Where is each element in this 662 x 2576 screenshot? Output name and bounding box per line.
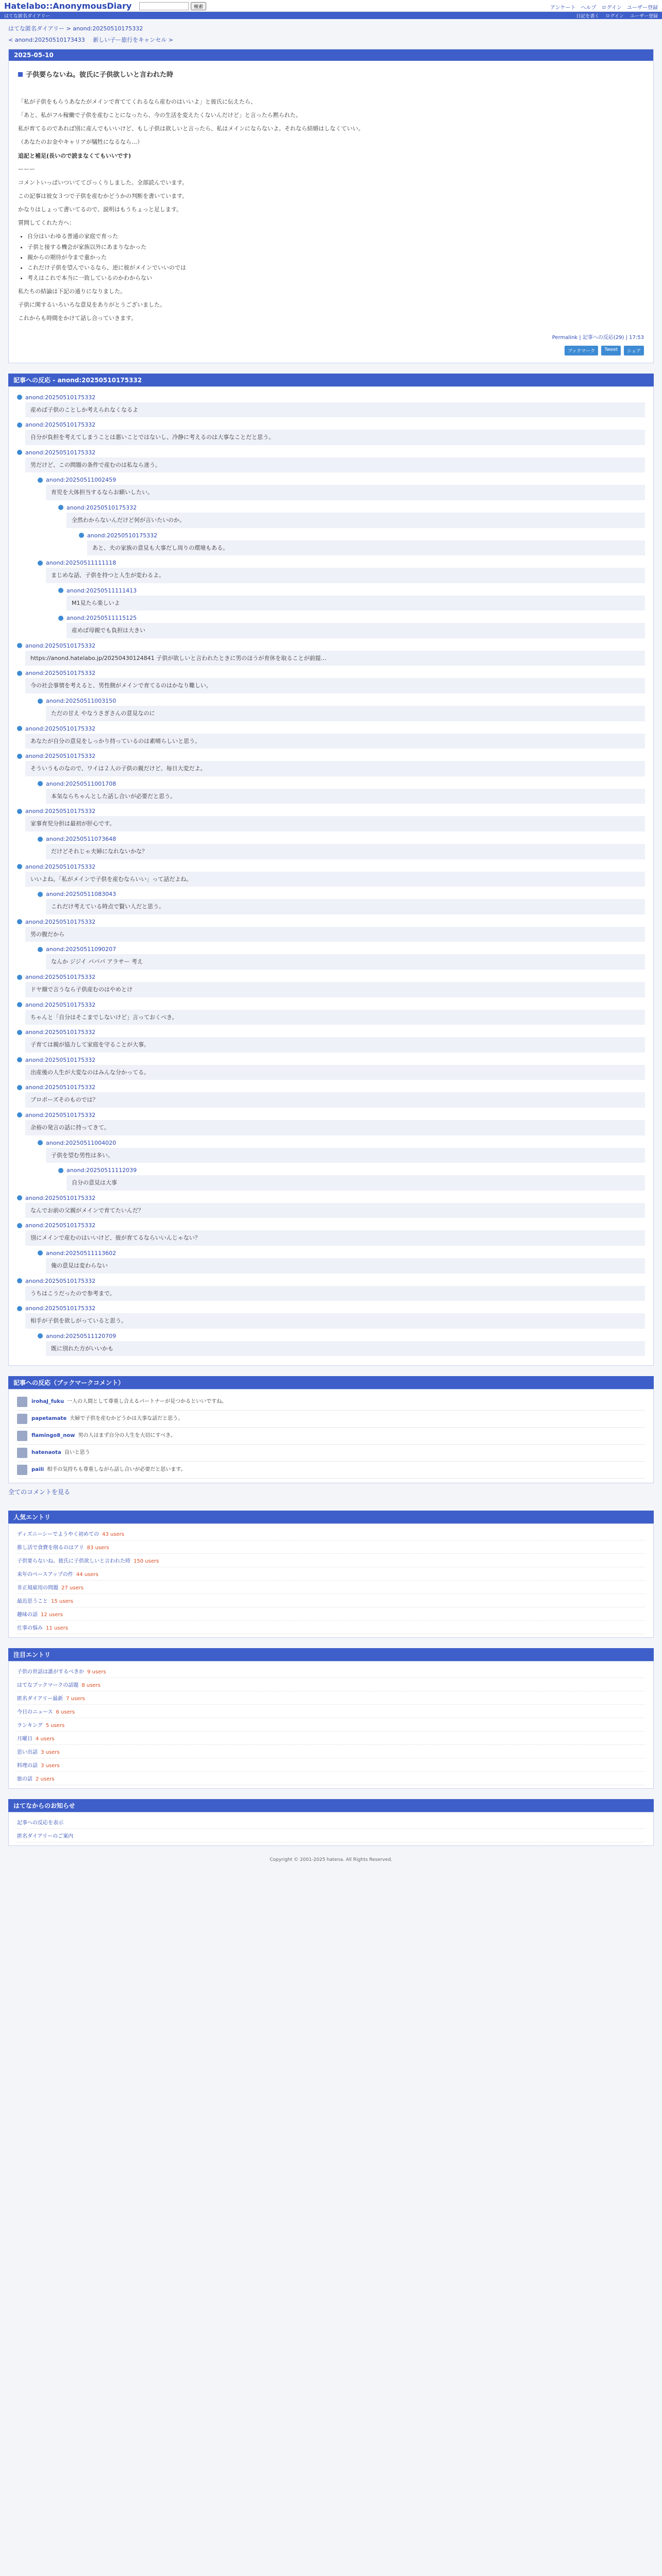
bookmark-user[interactable]: paili — [31, 1467, 44, 1473]
reply-bullet-icon — [17, 809, 22, 814]
reply-bullet-icon — [17, 975, 22, 980]
entry-paragraph: 「私が子供をもらうあなたがメインで育ててくれるなら産むのはいいよ」と彼氏に伝えたら、 — [18, 98, 256, 105]
entry-date: 2025-05-10 — [9, 49, 653, 61]
popular-entry[interactable] — [17, 1621, 645, 1634]
reply-body: プロポーズそのものでは？ — [25, 1092, 645, 1108]
reply-body: なんか ジジイ バババ アラサー 考え — [46, 954, 645, 970]
reply-id-link[interactable]: anond:20250511113602 — [46, 1249, 117, 1257]
user-count[interactable]: 4 users — [36, 1736, 55, 1742]
user-count[interactable]: 5 users — [45, 1723, 65, 1729]
featured-entry[interactable] — [17, 1705, 645, 1718]
reply-bullet-icon — [17, 1030, 22, 1035]
news-title: はてなからのお知らせ — [8, 1799, 654, 1812]
reply-body: 別にメインで産むのはいいけど、彼が育てるならいいんじゃない？ — [25, 1230, 645, 1246]
reply-bullet-icon — [17, 671, 22, 676]
reply-body: ちゃんと「自分はそこまでしないけど」言っておくべき。 — [25, 1010, 645, 1025]
reply-body: 今の社会事情を考えると、男性側がメインで育てるのはかなり難しい。 — [25, 678, 645, 693]
reply-item — [17, 974, 645, 997]
entry-bullet: • 自分はいわゆる普通の家庭で育った — [27, 232, 644, 241]
featured-entry[interactable] — [17, 1732, 645, 1745]
top-links — [550, 3, 658, 11]
reply-id-link[interactable]: anond:20250511090207 — [46, 946, 117, 953]
news-link[interactable]: 記事への反応を表示 — [17, 1820, 63, 1826]
entry-link[interactable]: 趣味の話 — [17, 1612, 38, 1618]
reply-id-link[interactable]: anond:20250510175332 — [25, 1222, 96, 1229]
reply-bullet-icon — [17, 1085, 22, 1090]
toplink-survey[interactable]: アンケート — [550, 5, 576, 11]
entry-link[interactable]: 非正規雇用の問題 — [17, 1585, 58, 1591]
reply-id-link[interactable]: anond:20250511004020 — [46, 1139, 117, 1146]
entry-paragraph: 子供に関するいろいろな意見をありがとうございました。 — [18, 301, 166, 309]
entry-link[interactable]: 料理の話 — [17, 1763, 38, 1769]
top-bar — [0, 0, 662, 12]
reply-id-link[interactable]: anond:20250511111118 — [46, 560, 117, 567]
tweet-button[interactable]: Tweet — [601, 346, 621, 355]
entry-link[interactable]: 思い出話 — [17, 1750, 38, 1756]
reply-bullet-icon — [17, 450, 22, 455]
entry-link[interactable]: 子供要らないね。彼氏に子供欲しいと言われた時 — [17, 1558, 130, 1565]
breadcrumb-link[interactable]: はてな匿名ダイアリー > anond:20250510175332 — [8, 25, 143, 32]
bookmark-user[interactable]: irohaJ_fuku — [31, 1399, 64, 1405]
reply-id-link[interactable]: anond:20250510175332 — [87, 532, 158, 539]
toplink-login[interactable]: ログイン — [601, 5, 622, 11]
user-count[interactable]: 3 users — [41, 1763, 60, 1769]
news-link[interactable]: 匿名ダイアリーのご案内 — [17, 1834, 74, 1840]
reply-bullet-icon — [38, 1250, 43, 1256]
reply-bullet-icon — [17, 395, 22, 400]
search-input[interactable] — [139, 2, 189, 10]
entry-title: 子供要らないね。彼氏に子供欲しいと言われた時 — [9, 61, 653, 85]
reply-id-link[interactable]: anond:20250511073648 — [46, 836, 117, 843]
reply-id-link[interactable]: anond:20250510175332 — [25, 863, 96, 870]
entry-footer — [9, 333, 653, 346]
reply-bullet-icon — [38, 1333, 43, 1338]
reply-body: ドヤ顔で言うなら子供産むのはやめとけ — [25, 982, 645, 997]
reply-bullet-icon — [38, 837, 43, 842]
reply-item — [17, 642, 645, 666]
popular-entry[interactable] — [17, 1527, 645, 1540]
reply-item — [38, 891, 645, 914]
popular-entry[interactable] — [17, 1581, 645, 1594]
entry-paragraph: これからも時間をかけて話し合っていきます。 — [18, 315, 137, 322]
prev-entry-link[interactable]: < anond:20250510173433 — [8, 37, 85, 43]
featured-list — [8, 1661, 654, 1789]
news-entry[interactable] — [17, 1829, 645, 1842]
reply-bullet-icon — [17, 1223, 22, 1228]
avatar — [17, 1431, 27, 1441]
entry-bullet: • 子供と接する機会が家族以外にあまりなかった — [27, 243, 644, 252]
all-comments — [8, 1483, 654, 1500]
reply-bullet-icon — [38, 699, 43, 704]
reply-item — [58, 504, 645, 528]
news-list — [8, 1812, 654, 1846]
entry-paragraph: この記事は彼女３つで子供を産むかどうかの判断を書いています。 — [18, 192, 188, 199]
search-box — [139, 2, 206, 10]
user-count[interactable]: 44 users — [76, 1572, 98, 1578]
bookmark-user[interactable]: papetamate — [31, 1416, 67, 1422]
reply-item — [38, 1250, 645, 1274]
reply-body: これだけ考えている時点で賢い人だと思う。 — [46, 899, 645, 914]
reply-body: 男だけど、この問題の条件で産むのは私なら迷う。 — [25, 457, 645, 473]
entry-link[interactable]: 最近思うこと — [17, 1599, 48, 1605]
entry-paragraph: 「あと、私がフル稼働で子供を産むことになったら、今の生活を変えたくないんだけど」と言ったら黙られた。 — [18, 112, 302, 119]
popular-entry[interactable] — [17, 1540, 645, 1554]
reply-item — [17, 1195, 645, 1218]
entry-paragraph: （あなたのお金やキャリアが犠牲になるなら…） — [18, 139, 143, 146]
user-count[interactable]: 27 users — [61, 1585, 84, 1591]
avatar — [17, 1414, 27, 1424]
user-count[interactable]: 7 users — [66, 1696, 85, 1702]
reply-item — [38, 836, 645, 859]
entry — [8, 49, 654, 363]
reply-body: あと、夫の家族の意見も大事だし周りの環境もある。 — [87, 540, 645, 556]
entry-link[interactable]: 今日のニュース — [17, 1709, 53, 1716]
replies-list — [8, 386, 654, 1366]
avatar — [17, 1397, 27, 1407]
reply-bullet-icon — [38, 781, 43, 786]
popular-entry[interactable] — [17, 1607, 645, 1621]
entry-link[interactable]: はてなブックマークの話題 — [17, 1683, 79, 1689]
user-count[interactable]: 6 users — [56, 1709, 75, 1716]
reply-bullet-icon — [17, 1278, 22, 1283]
reply-item — [17, 449, 645, 473]
reply-id-link[interactable]: anond:20250510175332 — [25, 725, 96, 732]
reply-id-link[interactable]: anond:20250510175332 — [67, 504, 137, 511]
reply-bullet-icon — [17, 1306, 22, 1311]
reply-body: 相手が子供を欲しがっていると思う。 — [25, 1313, 645, 1329]
reply-id-link[interactable]: anond:20250510175332 — [25, 1056, 96, 1063]
reply-bullet-icon — [17, 1112, 22, 1117]
reply-item — [58, 1167, 645, 1191]
popular-title: 人気エントリ — [8, 1511, 654, 1523]
reply-body: 俺の意見は変わらない — [46, 1258, 645, 1274]
reply-bullet-icon — [17, 726, 22, 731]
avatar — [17, 1448, 27, 1458]
reply-item — [17, 1002, 645, 1025]
entry-bullets — [18, 232, 644, 283]
entry-separator: ーーー — [18, 165, 35, 173]
reply-item — [17, 1084, 645, 1108]
reply-bullet-icon — [38, 947, 43, 952]
reply-body: そういうものなので、ワイは２人の子供の親だけど、毎日大変だよ。 — [25, 761, 645, 776]
reply-item — [38, 698, 645, 721]
user-count[interactable]: 2 users — [36, 1776, 55, 1783]
entry-link[interactable]: 推し活で食費を削るのはアリ — [17, 1545, 84, 1551]
reply-item — [38, 1333, 645, 1357]
reply-item — [17, 421, 645, 445]
reply-body: 家事育児分担は最初が肝心です。 — [25, 816, 645, 832]
reply-body: ただの甘え やなうさぎさんの意見なのに — [46, 706, 645, 721]
reply-id-link[interactable]: anond:20250510175332 — [25, 394, 96, 401]
reply-body: 産めば母親でも負担は大きい — [67, 623, 645, 638]
facebook-share-button[interactable]: シェア — [624, 346, 644, 355]
entry-bullet: • 考えはこれで本当に一致しているのかわからない — [27, 274, 644, 283]
reply-body: 自分の意見は大事 — [67, 1175, 645, 1191]
user-count[interactable]: 83 users — [87, 1545, 109, 1551]
reply-id-link[interactable]: anond:20250510175332 — [25, 1277, 96, 1284]
reply-item — [79, 532, 645, 556]
reply-id-link[interactable]: anond:20250510175332 — [25, 1084, 96, 1091]
bookmark-comment — [17, 1462, 645, 1479]
reply-body: 男の腹だから — [25, 927, 645, 942]
entry-link[interactable]: 子供の世話は誰がするべきか — [17, 1669, 84, 1675]
reply-bullet-icon — [17, 643, 22, 648]
reply-item — [17, 863, 645, 887]
reply-body: なんでお前の父親がメインで育てたいんだ？ — [25, 1203, 645, 1218]
reply-body: https://anond.hatelabo.jp/20250430124841 子供が欲しいと言われたときに男のほうが育休を取ることが前提… — [25, 651, 645, 666]
reply-id-link[interactable]: anond:20250511112039 — [67, 1167, 137, 1174]
reply-id-link[interactable]: anond:20250510175332 — [25, 1194, 96, 1201]
reply-item — [17, 1057, 645, 1080]
user-count[interactable]: 15 users — [51, 1599, 73, 1605]
breadcrumb — [0, 19, 662, 35]
toplink-help[interactable]: ヘルプ — [581, 5, 597, 11]
reply-bullet-icon — [17, 1002, 22, 1007]
avatar — [17, 1465, 27, 1475]
reply-bullet-icon — [58, 505, 63, 510]
reply-item — [17, 1029, 645, 1053]
reply-bullet-icon — [58, 588, 63, 593]
reply-body: M1見たら楽しいよ — [67, 596, 645, 611]
reply-item — [17, 808, 645, 832]
popular-list — [8, 1523, 654, 1638]
reply-body: 全然わからないんだけど何が言いたいのか。 — [67, 513, 645, 528]
popular-entry[interactable] — [17, 1594, 645, 1607]
user-count[interactable]: 9 users — [87, 1669, 106, 1675]
reply-item — [38, 1140, 645, 1163]
user-count[interactable]: 12 users — [41, 1612, 63, 1618]
entry-paragraph: かなりはしょって書いてるので、説明はもうちょっと足します。 — [18, 206, 182, 213]
reply-id-link[interactable]: anond:20250510175332 — [25, 1305, 96, 1312]
share-buttons — [9, 346, 653, 363]
entry-link[interactable]: 来年のベースアップの件 — [17, 1572, 73, 1578]
reply-body: 出産後の人生が大変なのはみんな分かってる。 — [25, 1065, 645, 1080]
reply-bullet-icon — [17, 1195, 22, 1200]
bookmark-text: 男の人はまず自分の人生を大切にすべき。 — [78, 1433, 176, 1439]
search-button[interactable]: 検索 — [191, 2, 206, 10]
reply-id-link[interactable]: anond:20250510175332 — [25, 642, 96, 649]
reply-body: 既に別れた方がいいかも — [46, 1341, 645, 1357]
reply-id-link[interactable]: anond:20250511001708 — [46, 780, 117, 787]
user-count[interactable]: 43 users — [102, 1532, 124, 1538]
entry-bullet: • これだけ子供を望んでいるなら、逆に彼がメインでいいのでは — [27, 263, 644, 273]
reply-body: うちはこうだったので参考まで。 — [25, 1286, 645, 1301]
reply-bullet-icon — [17, 422, 22, 428]
popular-entry[interactable] — [17, 1554, 645, 1567]
reply-bullet-icon — [38, 1140, 43, 1145]
reply-bullet-icon — [38, 892, 43, 897]
reply-item — [38, 946, 645, 970]
featured-entry[interactable] — [17, 1665, 645, 1678]
bookmarks-title: 記事への反応（ブックマークコメント） — [8, 1376, 654, 1389]
featured-entry[interactable] — [17, 1718, 645, 1732]
replies-title: 記事への反応 - anond:20250510175332 — [8, 374, 654, 386]
reply-item — [17, 919, 645, 942]
next-entry-link[interactable]: 新しい子ー旅行をキャンセル > — [93, 37, 174, 43]
reply-item — [38, 477, 645, 500]
reply-id-link[interactable]: anond:20250510175332 — [25, 808, 96, 815]
bookmark-text: 良いと思う — [64, 1450, 90, 1456]
reply-body: 自分が負担を考えてしまうことは悪いことではないし、冷静に考えるのは大事なことだと思う。 — [25, 430, 645, 445]
subbar-login[interactable]: ログイン — [605, 13, 624, 19]
reply-id-link[interactable]: anond:20250510175332 — [25, 670, 96, 677]
reply-body: 子育ては親が協力して家庭を守ることが大事。 — [25, 1037, 645, 1053]
toplink-register[interactable]: ユーザー登録 — [627, 5, 658, 11]
reply-id-link[interactable]: anond:20250510175332 — [25, 974, 96, 980]
title-square-icon — [18, 72, 23, 77]
reply-item — [17, 1222, 645, 1246]
entry-addendum-heading: 追記と補足(長いので読まなくてもいいです) — [18, 152, 131, 159]
popular-entry[interactable] — [17, 1567, 645, 1581]
featured-entry[interactable] — [17, 1758, 645, 1772]
reply-id-link[interactable]: anond:20250510175332 — [25, 1111, 96, 1118]
entry-paragraph: コメントいっぱいついててびっくりしました。全部読んでいます。 — [18, 179, 188, 186]
user-count[interactable]: 150 users — [134, 1558, 159, 1565]
entry-paragraph: 私が育てるのであれば別に産んでもいいけど、もし子供は欲しいと言ったら、私はメインにならないよ。それなら結婚はしなくていい。 — [18, 125, 364, 132]
entry-bullet: • 親からの期待が今まで重かった — [27, 253, 644, 262]
bookmark-user[interactable]: flamingo8_now — [31, 1433, 75, 1439]
reply-body: あなたが自分の意見をしっかり持っているのは素晴らしいと思う。 — [25, 734, 645, 749]
reply-body: いいよね。「私がメインで子供を産むならいい」って話だよね。 — [25, 872, 645, 887]
news-entry[interactable] — [17, 1816, 645, 1829]
entry-link[interactable]: 月曜日 — [17, 1736, 32, 1742]
reply-item — [58, 587, 645, 611]
bookmark-comment — [17, 1411, 645, 1428]
reply-item — [17, 1305, 645, 1329]
reply-bullet-icon — [17, 864, 22, 869]
reply-id-link[interactable]: anond:20250511003150 — [46, 698, 117, 705]
reply-id-link[interactable]: anond:20250510175332 — [25, 449, 96, 456]
user-count[interactable]: 11 users — [46, 1625, 68, 1632]
site-logo[interactable]: Hatelabo::AnonymousDiary — [4, 1, 132, 11]
entry-paragraph: 私たちの結論は下記の通りになりました。 — [18, 288, 126, 295]
permalink[interactable]: Permalink | 記事への反応(29) | 17:53 — [552, 334, 644, 341]
reply-body: だけどそれじゃ夫婦になれないかな？ — [46, 844, 645, 859]
entry-link[interactable]: 旅の話 — [17, 1776, 32, 1783]
subbar-register[interactable]: ユーザー登録 — [630, 13, 658, 19]
entry-body — [9, 85, 653, 333]
featured-entry[interactable] — [17, 1745, 645, 1758]
reply-id-link[interactable]: anond:20250511111413 — [67, 587, 137, 594]
reply-id-link[interactable]: anond:20250510175332 — [25, 1029, 96, 1036]
featured-entry[interactable] — [17, 1772, 645, 1785]
entry-paragraph: 質問してくれた方へ： — [18, 219, 75, 227]
reply-body: 子供を望む男性は多い。 — [46, 1148, 645, 1163]
bookmark-text: 相手の気持ちも尊重しながら話し合いが必要だと思います。 — [47, 1467, 186, 1473]
reply-body: 育児を大体担当するならお願いしたい。 — [46, 485, 645, 500]
reply-id-link[interactable]: anond:20250510175332 — [25, 753, 96, 760]
bookmark-comments — [8, 1389, 654, 1483]
footer: Copyright © 2001-2025 hatena. All Rights Reserved. — [270, 1857, 392, 1863]
featured-title: 注目エントリ — [8, 1648, 654, 1661]
reply-id-link[interactable]: anond:20250511120709 — [46, 1332, 117, 1340]
entry-link[interactable]: 仕事の悩み — [17, 1625, 43, 1632]
reply-id-link[interactable]: anond:20250511083043 — [46, 891, 117, 898]
featured-entry[interactable] — [17, 1678, 645, 1691]
reply-id-link[interactable]: anond:20250511115125 — [67, 615, 137, 622]
bookmark-text: 夫婦で子供を産むかどうかは大事な話だと思う。 — [70, 1416, 184, 1422]
bookmark-comment — [17, 1428, 645, 1445]
reply-id-link[interactable]: anond:20250510175332 — [25, 1001, 96, 1008]
all-comments-link[interactable]: 全てのコメントを見る — [8, 1488, 71, 1496]
reply-id-link[interactable]: anond:20250511002459 — [46, 477, 117, 484]
reply-body: まじめな話、子供を持つと人生が変わるよ。 — [46, 568, 645, 583]
reply-body: 産めば子供のことしか考えられなくなるよ — [25, 402, 645, 418]
sub-bar — [0, 12, 662, 19]
subbar-home[interactable]: はてな匿名ダイアリー — [4, 13, 51, 19]
reply-id-link[interactable]: anond:20250510175332 — [25, 421, 96, 429]
reply-item — [17, 670, 645, 693]
reply-body: 本気ならちゃんとした話し合いが必要だと思う。 — [46, 789, 645, 804]
reply-bullet-icon — [38, 561, 43, 566]
bookmark-share-button[interactable]: ブックマーク — [565, 346, 598, 355]
subbar-write[interactable]: 日記を書く — [576, 13, 600, 19]
reply-body: 余裕の発言の話に持ってきて。 — [25, 1120, 645, 1136]
reply-item — [58, 615, 645, 638]
reply-bullet-icon — [38, 478, 43, 483]
entry-link[interactable]: ランキング — [17, 1723, 43, 1729]
reply-item — [17, 1278, 645, 1301]
user-count[interactable]: 3 users — [41, 1750, 60, 1756]
bookmark-comment — [17, 1394, 645, 1411]
reply-bullet-icon — [17, 1057, 22, 1062]
featured-entry[interactable] — [17, 1691, 645, 1705]
reply-id-link[interactable]: anond:20250510175332 — [25, 918, 96, 925]
reply-bullet-icon — [79, 533, 84, 538]
bookmark-comment — [17, 1445, 645, 1462]
reply-item — [17, 753, 645, 776]
reply-item — [17, 394, 645, 418]
reply-item — [38, 781, 645, 804]
reply-bullet-icon — [58, 616, 63, 621]
reply-bullet-icon — [17, 919, 22, 924]
reply-item — [38, 560, 645, 583]
prev-next-nav — [0, 35, 662, 49]
reply-item — [17, 1112, 645, 1136]
entry-link[interactable]: 匿名ダイアリー最新 — [17, 1696, 63, 1702]
reply-item — [17, 725, 645, 749]
user-count[interactable]: 8 users — [81, 1683, 101, 1689]
entry-link[interactable]: ディズニーシーでようやく初めての — [17, 1532, 99, 1538]
reply-bullet-icon — [17, 754, 22, 759]
reply-bullet-icon — [58, 1168, 63, 1173]
bookmark-text: 一人の人間として尊重し合えるパートナーが見つかるといいですね。 — [67, 1399, 227, 1405]
bookmark-user[interactable]: hatenaota — [31, 1450, 61, 1456]
